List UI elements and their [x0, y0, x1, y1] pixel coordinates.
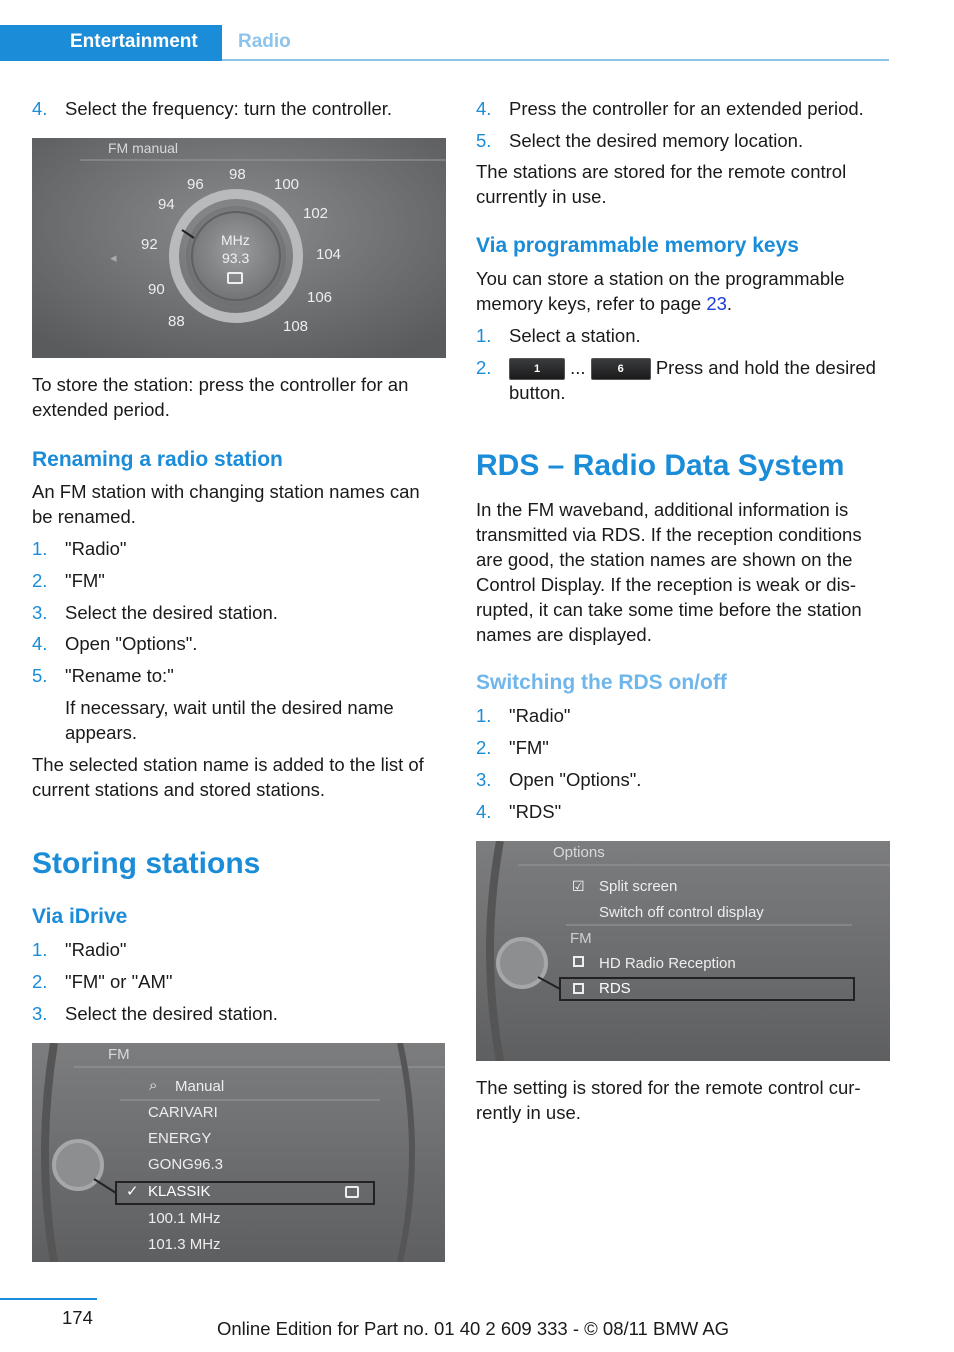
- fm-manual-screenshot: [32, 138, 446, 358]
- rename-result-line1: The selected station name is added to the list of: [32, 754, 424, 775]
- option-group-label: FM: [570, 930, 592, 947]
- step-text: "Rename to:": [65, 665, 174, 686]
- option-item: Switch off control display: [599, 904, 764, 921]
- rename-intro-line1: An FM station with changing station names can: [32, 481, 420, 502]
- tick-90: 90: [148, 281, 165, 298]
- dial-unit: MHz: [221, 232, 250, 248]
- step-number: 4.: [476, 801, 492, 822]
- station-item: ENERGY: [148, 1130, 212, 1147]
- step-number: 1.: [476, 325, 492, 346]
- step-number: 4.: [32, 98, 48, 119]
- option-item-selected: RDS: [599, 980, 631, 997]
- step-number: 2.: [32, 971, 48, 992]
- step-text: Select the desired memory location.: [509, 130, 804, 151]
- rename-result-line2: current stations and stored stations.: [32, 779, 326, 800]
- option-item: Split screen: [599, 878, 678, 895]
- station-item-manual: Manual: [175, 1078, 225, 1095]
- setting-paragraph-line2: rently in use.: [476, 1102, 581, 1123]
- page-link[interactable]: 23: [706, 293, 727, 314]
- step-text: "FM": [509, 737, 549, 758]
- step-text-part: Press and hold the desired: [655, 357, 876, 378]
- header-subsection-title: Radio: [238, 31, 291, 52]
- step-text: Open "Options".: [509, 769, 642, 790]
- rename-note-line1: If necessary, wait until the desired name: [65, 697, 394, 718]
- programmable-keys-heading: Via programmable memory keys: [476, 234, 799, 257]
- step-number: 2.: [32, 570, 48, 591]
- checkbox-icon: [573, 956, 584, 967]
- step-number: 5.: [476, 130, 492, 151]
- tick-92: 92: [141, 236, 158, 253]
- fm-list-title: FM: [108, 1046, 130, 1063]
- tick-100: 100: [274, 176, 300, 193]
- store-paragraph-line2: extended period.: [32, 399, 170, 420]
- checkbox-checked-icon: ☑: [572, 878, 585, 894]
- checkbox-icon: [573, 983, 584, 994]
- tick-106: 106: [307, 289, 333, 306]
- step-text: [509, 355, 876, 380]
- rds-paragraph-line: are good, the station names are shown on the: [476, 549, 853, 570]
- step-text: Press the controller for an extended period.: [509, 98, 864, 119]
- check-icon: ✓: [126, 1183, 139, 1200]
- station-item: 100.1 MHz: [148, 1210, 221, 1227]
- stored-paragraph-line1: The stations are stored for the remote control: [476, 161, 847, 182]
- rename-note-line2: appears.: [65, 722, 137, 743]
- step-text: "Radio": [65, 538, 127, 559]
- header-rule: [222, 59, 889, 61]
- tick-94: 94: [158, 196, 175, 213]
- station-item: 101.3 MHz: [148, 1236, 221, 1253]
- step-number: 4.: [476, 98, 492, 119]
- stored-paragraph-line2: currently in use.: [476, 186, 607, 207]
- radio-icon: [345, 1186, 359, 1198]
- store-paragraph-line1: To store the station: press the controller for an: [32, 374, 409, 395]
- tick-108: 108: [283, 318, 309, 335]
- header-section-title: Entertainment: [70, 31, 198, 52]
- switching-rds-heading: Switching the RDS on/off: [476, 671, 727, 694]
- option-item: HD Radio Reception: [599, 955, 736, 972]
- dial-frequency: 93.3: [222, 250, 250, 266]
- tick-88: 88: [168, 313, 185, 330]
- step-number: 4.: [32, 633, 48, 654]
- rds-heading: RDS – Radio Data System: [476, 449, 845, 482]
- page-number: 174: [62, 1307, 93, 1328]
- tick-98: 98: [229, 166, 246, 183]
- step-text: "Radio": [65, 939, 127, 960]
- step-text-continued: button.: [509, 382, 566, 403]
- step-text: "FM" or "AM": [65, 971, 173, 992]
- memory-key-1-icon: 1: [509, 358, 565, 380]
- options-screenshot: [476, 841, 890, 1061]
- step-number: 3.: [32, 602, 48, 623]
- step-number: 3.: [32, 1003, 48, 1024]
- station-item: GONG96.3: [148, 1156, 224, 1173]
- step-number: 2.: [476, 737, 492, 758]
- step-text: Select the desired station.: [65, 1003, 278, 1024]
- svg-text:◂: ◂: [110, 251, 117, 266]
- step-text: Select the frequency: turn the controller.: [65, 98, 393, 119]
- step-number: 1.: [476, 705, 492, 726]
- footer-edition-text: Online Edition for Part no. 01 40 2 609 333 - © 08/11 BMW AG: [217, 1318, 730, 1339]
- step-number: 2.: [476, 357, 492, 378]
- step-number: 1.: [32, 939, 48, 960]
- rds-paragraph-line: rupted, it can take some time before the station: [476, 599, 862, 620]
- rds-paragraph-line: names are displayed.: [476, 624, 652, 645]
- rename-intro-line2: be renamed.: [32, 506, 136, 527]
- tick-96: 96: [187, 176, 204, 193]
- step-text: "Radio": [509, 705, 571, 726]
- step-number: 1.: [32, 538, 48, 559]
- fm-manual-title: FM manual: [108, 140, 179, 156]
- step-text: "FM": [65, 570, 105, 591]
- step-text: Open "Options".: [65, 633, 198, 654]
- search-icon: ⌕: [149, 1077, 158, 1094]
- fm-station-list-screenshot: [32, 1043, 445, 1262]
- options-title: Options: [553, 844, 605, 861]
- via-idrive-heading: Via iDrive: [32, 905, 128, 928]
- key-range-dots: ...: [570, 357, 586, 378]
- station-item-selected: KLASSIK: [148, 1183, 211, 1200]
- step-text: "RDS": [509, 801, 562, 822]
- memory-key-6-icon: 6: [591, 358, 651, 380]
- setting-paragraph-line1: The setting is stored for the remote control cur-: [476, 1077, 861, 1098]
- station-item: CARIVARI: [148, 1104, 218, 1121]
- rds-paragraph-line: transmitted via RDS. If the reception conditions: [476, 524, 862, 545]
- storing-stations-heading: Storing stations: [32, 847, 261, 880]
- prog-intro-line2: memory keys, refer to page 23.: [476, 293, 733, 314]
- tick-104: 104: [316, 246, 342, 263]
- rds-paragraph-line: In the FM waveband, additional information is: [476, 499, 849, 520]
- rds-paragraph-line: Control Display. If the reception is weak or dis-: [476, 574, 857, 595]
- footer-rule: [0, 1298, 97, 1300]
- step-number: 5.: [32, 665, 48, 686]
- step-number: 3.: [476, 769, 492, 790]
- step-text: Select a station.: [509, 325, 641, 346]
- radio-icon: [227, 272, 243, 284]
- prog-intro-line1: You can store a station on the programmable: [476, 268, 845, 289]
- step-text: Select the desired station.: [65, 602, 278, 623]
- renaming-heading: Renaming a radio station: [32, 448, 283, 471]
- tick-102: 102: [303, 205, 329, 222]
